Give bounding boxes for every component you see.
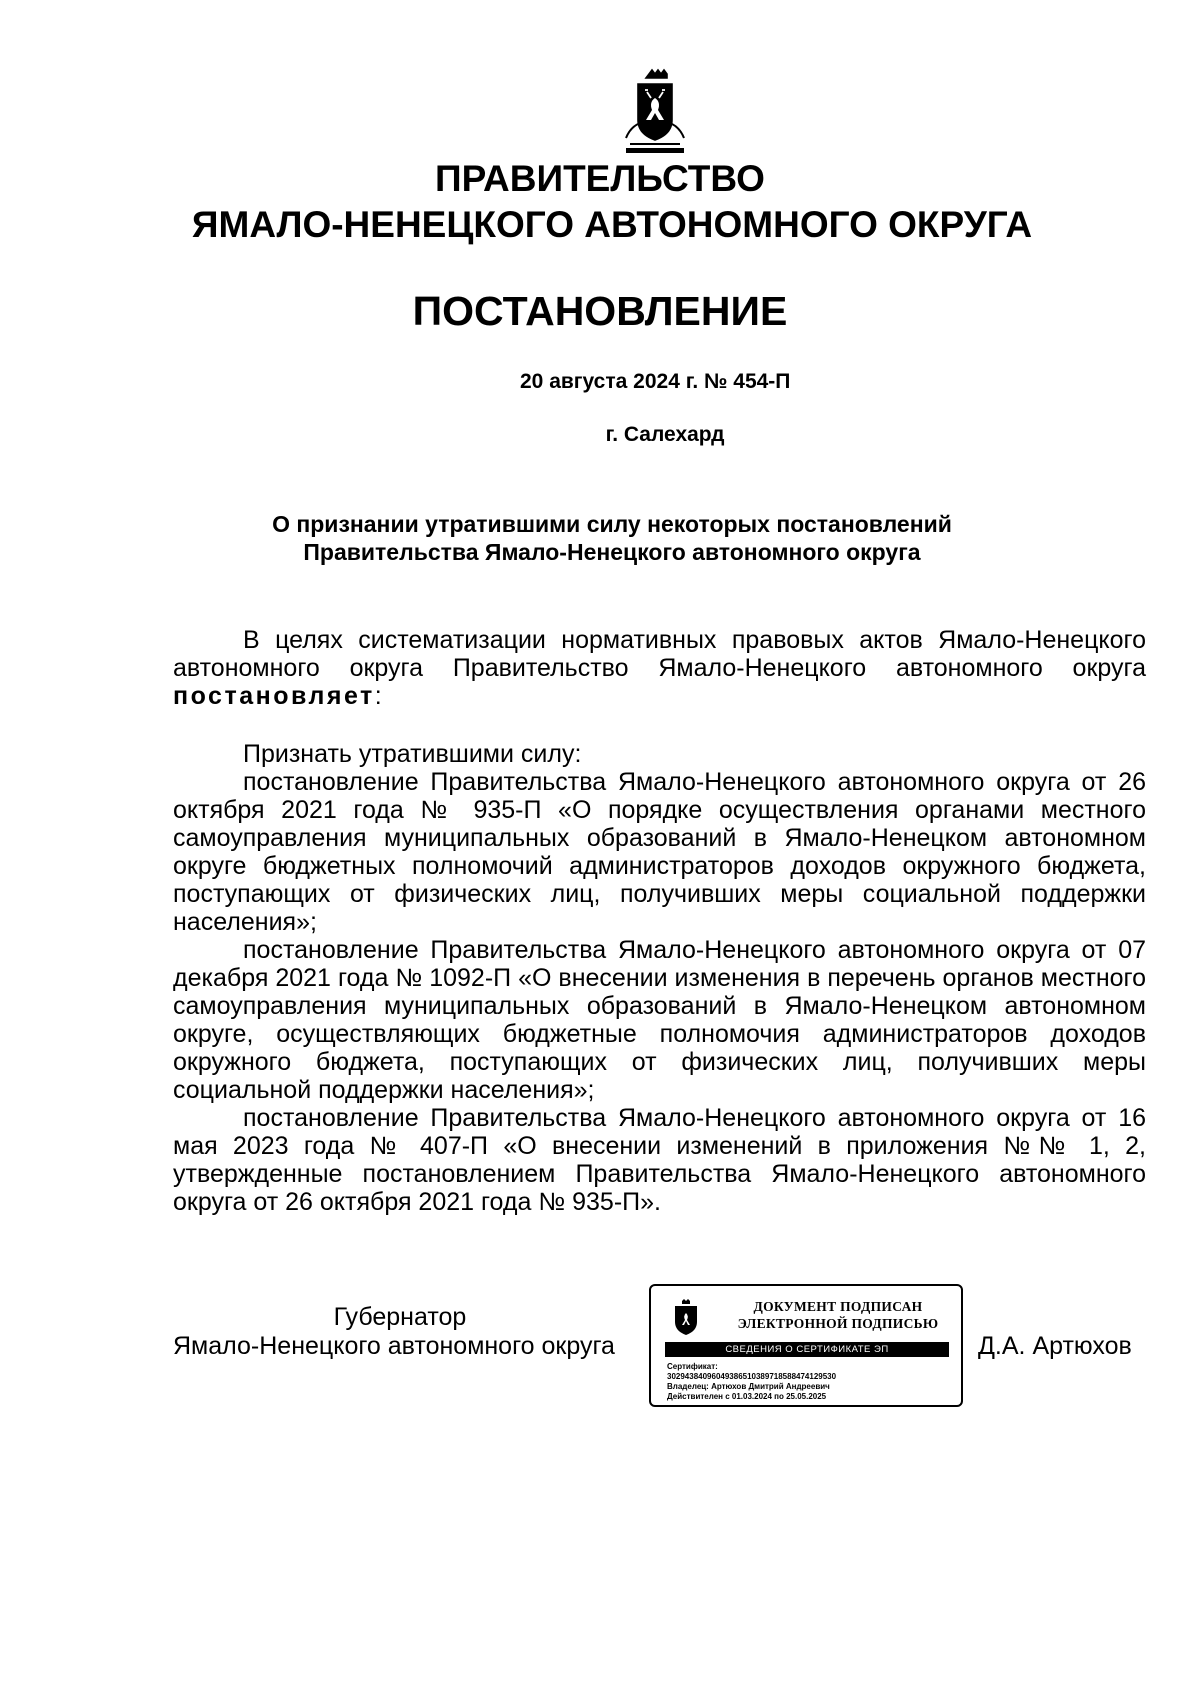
coat-of-arms-emblem [620,68,690,160]
preamble-line1: В целях систематизации нормативных правовых актов Ямало-Ненецкого [243,626,1146,654]
stamp-owner: Владелец: Артюхов Дмитрий Андреевич [667,1382,830,1391]
preamble-resolution [173,682,1146,710]
subject-line2: Правительства Ямало-Ненецкого автономного округа [303,539,921,565]
resolves-word: постановляет [173,682,375,710]
resolves-colon: : [374,682,382,710]
signer-position: Губернатор [333,1303,467,1331]
stamp-validity: Действителен с 01.03.2024 по 25.05.2025 [667,1392,827,1401]
operative-item-3: постановление Правительства Ямало-Ненецкого автономного округа от 16 мая 2023 года № 407-П «О внесении изменений в приложения №№ 1, 2, утвержденные постановлением Правительства Ямало-Ненецкого автономного округа от 26 октября 2021 года № 935-П». [173,1104,1146,1216]
stamp-cert-number: 302943840960493865103897185884741295​30 [667,1372,837,1381]
org-name-line2: ЯМАЛО-НЕНЕЦКОГО АВТОНОМНОГО ОКРУГА [191,204,1033,245]
document-type: ПОСТАНОВЛЕНИЕ [412,288,788,334]
org-name-line1: ПРАВИТЕЛЬСТВО [435,158,765,199]
signer-name: Д.А. Артюхов [978,1332,1132,1360]
document-city: г. Салехард [605,423,725,446]
stamp-cert-label: Сертификат: [667,1362,718,1371]
operative-intro: Признать утратившими силу: [243,740,582,768]
subject-line1: О признании утратившими силу некоторых постановлений [272,511,952,537]
stamp-heading [723,1298,953,1332]
stamp-certificate-bar: СВЕДЕНИЯ О СЕРТИФИКАТЕ ЭП [665,1342,949,1357]
stamp-heading-line2: ЭЛЕКТРОННОЙ ПОДПИСЬЮ [737,1316,939,1331]
preamble-line2: автономного округа Правительство Ямало-Ненецкого автономного округа [173,654,1146,682]
signer-region: Ямало-Ненецкого автономного округа [173,1332,615,1360]
document-date-number: 20 августа 2024 г. № 454-П [520,370,791,393]
stamp-heading-line1: ДОКУМЕНТ ПОДПИСАН [753,1299,923,1314]
electronic-signature-stamp [649,1284,963,1407]
operative-item-1: постановление Правительства Ямало-Ненецкого автономного округа от 26 октября 2021 года № 935-П «О порядке осуществления органами местного самоуправления муниципальных образований в Ямало-Ненецком автономном округе бюджетных полномочий администраторов доходов окружного бюджета, поступающих от физических лиц, получивших меры социальной поддержки населения»; [173,768,1146,936]
stamp-emblem-icon [669,1298,703,1338]
operative-item-2: постановление Правительства Ямало-Ненецкого автономного округа от 07 декабря 2021 года № 1092-П «О внесении изменения в перечень органов местного самоуправления муниципальных образований в Ямало-Ненецком автономном округе, осуществляющих бюджетные полномочия администраторов доходов окружного бюджета, поступающих от физических лиц, получивших меры социальной поддержки населения»; [173,936,1146,1104]
